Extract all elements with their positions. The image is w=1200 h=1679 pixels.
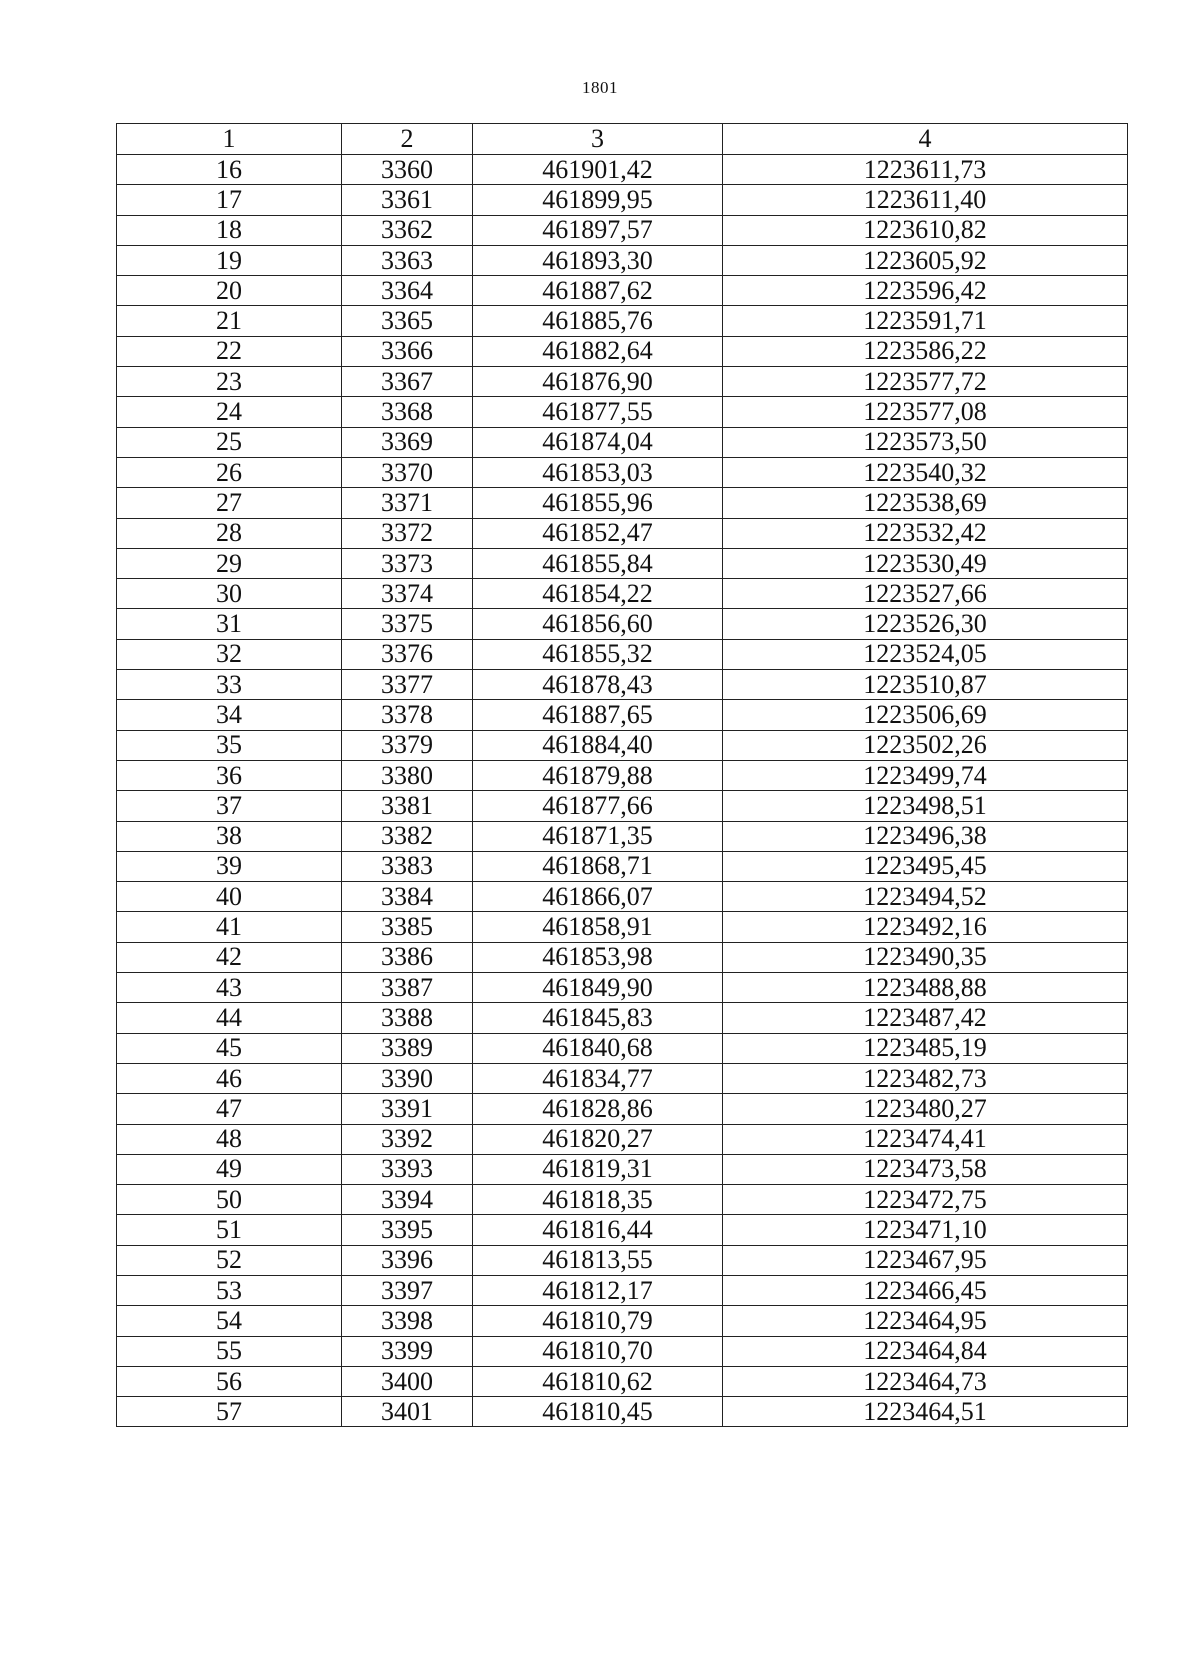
table-row: [117, 730, 1128, 760]
point-number-cell: 41: [117, 912, 342, 942]
point-number-cell: 46: [117, 1063, 342, 1093]
y-coordinate-cell: 1223473,58: [723, 1154, 1128, 1184]
table-row: [117, 942, 1128, 972]
x-coordinate-cell: 461828,86: [473, 1094, 723, 1124]
point-id-cell: 3397: [342, 1275, 473, 1305]
point-number-cell: 39: [117, 851, 342, 881]
point-id-cell: 3387: [342, 973, 473, 1003]
table-row: [117, 1215, 1128, 1245]
y-coordinate-cell: 1223482,73: [723, 1063, 1128, 1093]
point-id-cell: 3380: [342, 760, 473, 790]
point-number-cell: 33: [117, 670, 342, 700]
table-row: [117, 1033, 1128, 1063]
y-coordinate-cell: 1223611,40: [723, 185, 1128, 215]
point-number-cell: 54: [117, 1306, 342, 1336]
x-coordinate-cell: 461820,27: [473, 1124, 723, 1154]
point-number-cell: 26: [117, 457, 342, 487]
table-row: [117, 882, 1128, 912]
y-coordinate-cell: 1223577,72: [723, 367, 1128, 397]
point-number-cell: 51: [117, 1215, 342, 1245]
y-coordinate-cell: 1223524,05: [723, 639, 1128, 669]
x-coordinate-cell: 461810,70: [473, 1336, 723, 1366]
point-id-cell: 3373: [342, 548, 473, 578]
y-coordinate-cell: 1223596,42: [723, 276, 1128, 306]
y-coordinate-cell: 1223527,66: [723, 579, 1128, 609]
table-row: [117, 1124, 1128, 1154]
page-number: 1801: [582, 78, 618, 97]
table-row: [117, 518, 1128, 548]
point-id-cell: 3361: [342, 185, 473, 215]
point-id-cell: 3365: [342, 306, 473, 336]
point-id-cell: 3392: [342, 1124, 473, 1154]
y-coordinate-cell: 1223611,73: [723, 155, 1128, 185]
point-number-cell: 37: [117, 791, 342, 821]
table-row: [117, 457, 1128, 487]
point-number-cell: 55: [117, 1336, 342, 1366]
point-id-cell: 3400: [342, 1366, 473, 1396]
point-id-cell: 3372: [342, 518, 473, 548]
table-row: [117, 367, 1128, 397]
column-header-2: 2: [342, 124, 473, 155]
y-coordinate-cell: 1223499,74: [723, 760, 1128, 790]
table-row: [117, 548, 1128, 578]
x-coordinate-cell: 461810,62: [473, 1366, 723, 1396]
table-row: [117, 1366, 1128, 1396]
y-coordinate-cell: 1223474,41: [723, 1124, 1128, 1154]
point-id-cell: 3366: [342, 336, 473, 366]
point-number-cell: 16: [117, 155, 342, 185]
table-row: [117, 427, 1128, 457]
point-id-cell: 3377: [342, 670, 473, 700]
table-row: [117, 1094, 1128, 1124]
table-row: [117, 609, 1128, 639]
x-coordinate-cell: 461852,47: [473, 518, 723, 548]
x-coordinate-cell: 461813,55: [473, 1245, 723, 1275]
y-coordinate-cell: 1223605,92: [723, 245, 1128, 275]
point-id-cell: 3394: [342, 1185, 473, 1215]
table-row: [117, 639, 1128, 669]
x-coordinate-cell: 461854,22: [473, 579, 723, 609]
table-row: [117, 488, 1128, 518]
point-number-cell: 25: [117, 427, 342, 457]
table-row: [117, 155, 1128, 185]
y-coordinate-cell: 1223464,73: [723, 1366, 1128, 1396]
table-row: [117, 1063, 1128, 1093]
column-header-1: 1: [117, 124, 342, 155]
table-row: [117, 1336, 1128, 1366]
point-number-cell: 34: [117, 700, 342, 730]
x-coordinate-cell: 461874,04: [473, 427, 723, 457]
table-row: [117, 276, 1128, 306]
point-number-cell: 50: [117, 1185, 342, 1215]
x-coordinate-cell: 461856,60: [473, 609, 723, 639]
point-number-cell: 42: [117, 942, 342, 972]
point-number-cell: 20: [117, 276, 342, 306]
x-coordinate-cell: 461810,45: [473, 1397, 723, 1427]
point-number-cell: 27: [117, 488, 342, 518]
x-coordinate-cell: 461887,62: [473, 276, 723, 306]
point-number-cell: 24: [117, 397, 342, 427]
point-number-cell: 19: [117, 245, 342, 275]
point-id-cell: 3384: [342, 882, 473, 912]
x-coordinate-cell: 461879,88: [473, 760, 723, 790]
point-number-cell: 18: [117, 215, 342, 245]
point-number-cell: 21: [117, 306, 342, 336]
x-coordinate-cell: 461853,98: [473, 942, 723, 972]
x-coordinate-cell: 461876,90: [473, 367, 723, 397]
x-coordinate-cell: 461884,40: [473, 730, 723, 760]
point-number-cell: 31: [117, 609, 342, 639]
table-row: [117, 185, 1128, 215]
x-coordinate-cell: 461818,35: [473, 1185, 723, 1215]
y-coordinate-cell: 1223485,19: [723, 1033, 1128, 1063]
point-id-cell: 3364: [342, 276, 473, 306]
y-coordinate-cell: 1223480,27: [723, 1094, 1128, 1124]
point-number-cell: 30: [117, 579, 342, 609]
point-number-cell: 48: [117, 1124, 342, 1154]
y-coordinate-cell: 1223490,35: [723, 942, 1128, 972]
x-coordinate-cell: 461834,77: [473, 1063, 723, 1093]
point-id-cell: 3391: [342, 1094, 473, 1124]
x-coordinate-cell: 461855,32: [473, 639, 723, 669]
point-number-cell: 38: [117, 821, 342, 851]
y-coordinate-cell: 1223573,50: [723, 427, 1128, 457]
y-coordinate-cell: 1223492,16: [723, 912, 1128, 942]
table-row: [117, 579, 1128, 609]
point-number-cell: 53: [117, 1275, 342, 1305]
x-coordinate-cell: 461855,84: [473, 548, 723, 578]
table-row: [117, 851, 1128, 881]
point-number-cell: 56: [117, 1366, 342, 1396]
y-coordinate-cell: 1223471,10: [723, 1215, 1128, 1245]
point-number-cell: 32: [117, 639, 342, 669]
table-row: [117, 912, 1128, 942]
y-coordinate-cell: 1223464,51: [723, 1397, 1128, 1427]
y-coordinate-cell: 1223502,26: [723, 730, 1128, 760]
point-id-cell: 3388: [342, 1003, 473, 1033]
point-number-cell: 57: [117, 1397, 342, 1427]
point-id-cell: 3371: [342, 488, 473, 518]
x-coordinate-cell: 461853,03: [473, 457, 723, 487]
table-header-row: [117, 124, 1128, 155]
x-coordinate-cell: 461871,35: [473, 821, 723, 851]
point-id-cell: 3396: [342, 1245, 473, 1275]
table-row: [117, 1185, 1128, 1215]
x-coordinate-cell: 461893,30: [473, 245, 723, 275]
table-row: [117, 821, 1128, 851]
y-coordinate-cell: 1223487,42: [723, 1003, 1128, 1033]
point-id-cell: 3376: [342, 639, 473, 669]
table-row: [117, 760, 1128, 790]
point-id-cell: 3369: [342, 427, 473, 457]
x-coordinate-cell: 461877,55: [473, 397, 723, 427]
point-number-cell: 47: [117, 1094, 342, 1124]
y-coordinate-cell: 1223467,95: [723, 1245, 1128, 1275]
x-coordinate-cell: 461887,65: [473, 700, 723, 730]
y-coordinate-cell: 1223472,75: [723, 1185, 1128, 1215]
table-row: [117, 336, 1128, 366]
point-id-cell: 3362: [342, 215, 473, 245]
point-number-cell: 22: [117, 336, 342, 366]
point-id-cell: 3367: [342, 367, 473, 397]
point-number-cell: 17: [117, 185, 342, 215]
table-row: [117, 1245, 1128, 1275]
coordinates-table: [116, 123, 1128, 1427]
point-id-cell: 3386: [342, 942, 473, 972]
table-row: [117, 306, 1128, 336]
y-coordinate-cell: 1223464,84: [723, 1336, 1128, 1366]
point-id-cell: 3395: [342, 1215, 473, 1245]
x-coordinate-cell: 461882,64: [473, 336, 723, 366]
x-coordinate-cell: 461877,66: [473, 791, 723, 821]
y-coordinate-cell: 1223530,49: [723, 548, 1128, 578]
y-coordinate-cell: 1223464,95: [723, 1306, 1128, 1336]
point-id-cell: 3382: [342, 821, 473, 851]
point-id-cell: 3399: [342, 1336, 473, 1366]
y-coordinate-cell: 1223488,88: [723, 973, 1128, 1003]
y-coordinate-cell: 1223610,82: [723, 215, 1128, 245]
point-id-cell: 3383: [342, 851, 473, 881]
table-row: [117, 215, 1128, 245]
point-number-cell: 29: [117, 548, 342, 578]
column-header-4: 4: [723, 124, 1128, 155]
x-coordinate-cell: 461868,71: [473, 851, 723, 881]
table-row: [117, 1154, 1128, 1184]
table-row: [117, 1275, 1128, 1305]
x-coordinate-cell: 461845,83: [473, 1003, 723, 1033]
y-coordinate-cell: 1223591,71: [723, 306, 1128, 336]
point-id-cell: 3360: [342, 155, 473, 185]
y-coordinate-cell: 1223466,45: [723, 1275, 1128, 1305]
x-coordinate-cell: 461855,96: [473, 488, 723, 518]
table-row: [117, 245, 1128, 275]
y-coordinate-cell: 1223506,69: [723, 700, 1128, 730]
table-row: [117, 1003, 1128, 1033]
point-number-cell: 36: [117, 760, 342, 790]
x-coordinate-cell: 461812,17: [473, 1275, 723, 1305]
x-coordinate-cell: 461866,07: [473, 882, 723, 912]
x-coordinate-cell: 461840,68: [473, 1033, 723, 1063]
point-id-cell: 3398: [342, 1306, 473, 1336]
y-coordinate-cell: 1223495,45: [723, 851, 1128, 881]
point-id-cell: 3379: [342, 730, 473, 760]
point-id-cell: 3370: [342, 457, 473, 487]
y-coordinate-cell: 1223510,87: [723, 670, 1128, 700]
point-id-cell: 3393: [342, 1154, 473, 1184]
table-row: [117, 670, 1128, 700]
y-coordinate-cell: 1223540,32: [723, 457, 1128, 487]
point-id-cell: 3375: [342, 609, 473, 639]
point-id-cell: 3363: [342, 245, 473, 275]
point-id-cell: 3401: [342, 1397, 473, 1427]
x-coordinate-cell: 461816,44: [473, 1215, 723, 1245]
table-row: [117, 700, 1128, 730]
y-coordinate-cell: 1223532,42: [723, 518, 1128, 548]
y-coordinate-cell: 1223496,38: [723, 821, 1128, 851]
point-number-cell: 45: [117, 1033, 342, 1063]
point-number-cell: 52: [117, 1245, 342, 1275]
table-row: [117, 791, 1128, 821]
x-coordinate-cell: 461849,90: [473, 973, 723, 1003]
point-number-cell: 35: [117, 730, 342, 760]
point-number-cell: 49: [117, 1154, 342, 1184]
column-header-3: 3: [473, 124, 723, 155]
table-row: [117, 1397, 1128, 1427]
point-number-cell: 23: [117, 367, 342, 397]
y-coordinate-cell: 1223526,30: [723, 609, 1128, 639]
y-coordinate-cell: 1223577,08: [723, 397, 1128, 427]
y-coordinate-cell: 1223586,22: [723, 336, 1128, 366]
point-id-cell: 3368: [342, 397, 473, 427]
y-coordinate-cell: 1223494,52: [723, 882, 1128, 912]
point-id-cell: 3374: [342, 579, 473, 609]
x-coordinate-cell: 461878,43: [473, 670, 723, 700]
x-coordinate-cell: 461885,76: [473, 306, 723, 336]
point-id-cell: 3389: [342, 1033, 473, 1063]
point-number-cell: 28: [117, 518, 342, 548]
point-id-cell: 3378: [342, 700, 473, 730]
x-coordinate-cell: 461899,95: [473, 185, 723, 215]
x-coordinate-cell: 461819,31: [473, 1154, 723, 1184]
x-coordinate-cell: 461901,42: [473, 155, 723, 185]
table-body: [117, 124, 1128, 1427]
y-coordinate-cell: 1223498,51: [723, 791, 1128, 821]
point-id-cell: 3385: [342, 912, 473, 942]
point-id-cell: 3390: [342, 1063, 473, 1093]
point-number-cell: 43: [117, 973, 342, 1003]
point-number-cell: 44: [117, 1003, 342, 1033]
x-coordinate-cell: 461810,79: [473, 1306, 723, 1336]
point-number-cell: 40: [117, 882, 342, 912]
x-coordinate-cell: 461897,57: [473, 215, 723, 245]
table-row: [117, 397, 1128, 427]
table-row: [117, 1306, 1128, 1336]
table-row: [117, 973, 1128, 1003]
point-id-cell: 3381: [342, 791, 473, 821]
x-coordinate-cell: 461858,91: [473, 912, 723, 942]
y-coordinate-cell: 1223538,69: [723, 488, 1128, 518]
